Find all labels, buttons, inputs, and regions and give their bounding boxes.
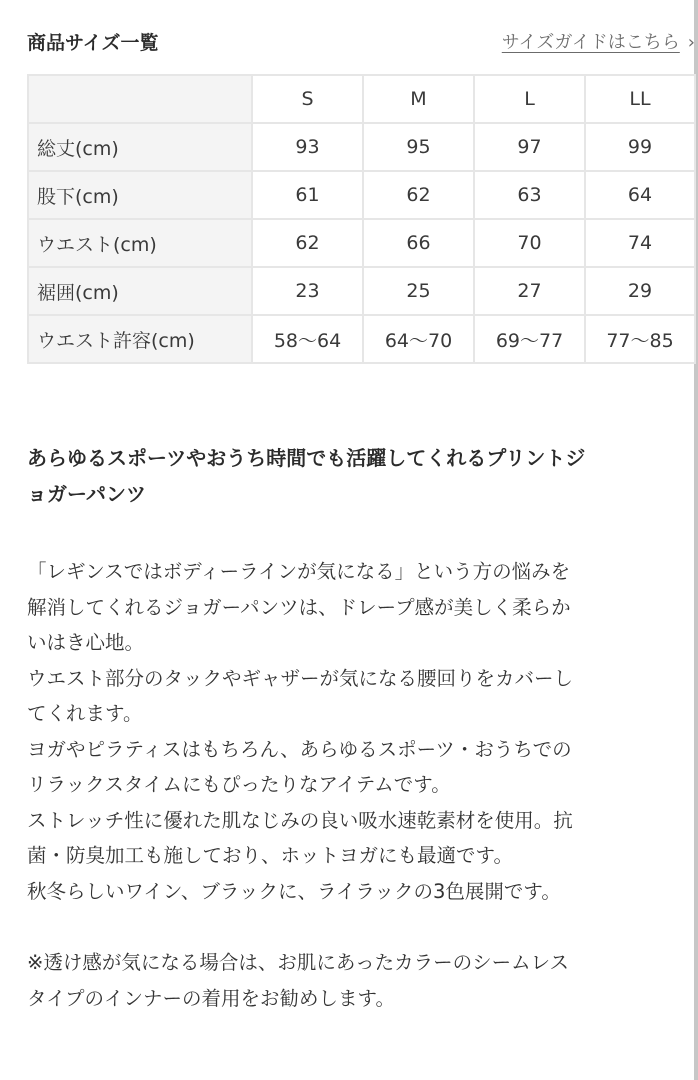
row-label: 裾囲(cm) <box>28 267 252 315</box>
row-label: ウエスト(cm) <box>28 219 252 267</box>
row-label: 総丈(cm) <box>28 123 252 171</box>
table-cell: 99 <box>585 123 695 171</box>
table-cell: 69〜77 <box>474 315 585 363</box>
heading-line: ョガーパンツ <box>27 482 146 506</box>
table-cell: 58〜64 <box>252 315 363 363</box>
heading-line: あらゆるスポーツやおうち時間でも活躍してくれるプリントジ <box>27 446 586 470</box>
note-line: ※透け感が気になる場合は、お肌にあったカラーのシームレス <box>27 951 570 974</box>
size-table-corner <box>28 75 252 123</box>
table-row <box>28 171 695 219</box>
table-cell: 62 <box>363 171 474 219</box>
product-description <box>27 440 687 1016</box>
body-line: 解消してくれるジョガーパンツは、ドレープ感が美しく柔らか <box>27 595 571 619</box>
table-cell: 74 <box>585 219 695 267</box>
table-row <box>28 123 695 171</box>
table-row <box>28 267 695 315</box>
body-line: ストレッチ性に優れた肌なじみの良い吸水速乾素材を使用。抗 <box>27 808 573 832</box>
table-cell: 70 <box>474 219 585 267</box>
table-cell: 95 <box>363 123 474 171</box>
table-cell: 62 <box>252 219 363 267</box>
table-cell: 23 <box>252 267 363 315</box>
note-line: タイプのインナーの着用をお勧めします。 <box>27 986 395 1010</box>
body-line: 菌・防臭加工も施しており、ホットヨガにも最適です。 <box>27 844 513 867</box>
size-guide-link[interactable] <box>502 28 695 58</box>
table-cell: 61 <box>252 171 363 219</box>
body-line: リラックスタイムにもぴったりなアイテムです。 <box>27 773 451 796</box>
chevron-right-icon[interactable]: › <box>687 32 695 53</box>
table-cell: 64 <box>585 171 695 219</box>
description-note <box>27 945 687 1016</box>
table-cell: 64〜70 <box>363 315 474 363</box>
body-line: ヨガやピラティスはもちろん、あらゆるスポーツ・おうちでの <box>27 737 572 761</box>
body-line: ウエスト部分のタックやギャザーが気になる腰回りをカバーし <box>27 666 574 690</box>
page-title: 商品サイズ一覧 <box>27 32 159 54</box>
table-cell: 63 <box>474 171 585 219</box>
table-cell: 25 <box>363 267 474 315</box>
table-cell: 93 <box>252 123 363 171</box>
table-cell: 27 <box>474 267 585 315</box>
body-line: 秋冬らしいワイン、ブラックに、ライラックの3色展開です。 <box>27 879 561 903</box>
table-cell: 97 <box>474 123 585 171</box>
description-body <box>27 554 687 909</box>
size-table-header-row <box>28 75 695 123</box>
table-row <box>28 219 695 267</box>
table-cell: 29 <box>585 267 695 315</box>
table-row <box>28 315 695 363</box>
table-cell: 77〜85 <box>585 315 695 363</box>
size-table <box>27 74 696 364</box>
body-line: 「レギンスではボディーラインが気になる」という方の悩みを <box>27 560 571 583</box>
size-col-s: S <box>252 75 363 123</box>
size-col-m: M <box>363 75 474 123</box>
body-line: てくれます。 <box>27 702 143 725</box>
body-line: いはき心地。 <box>27 631 145 654</box>
size-guide-link-text[interactable]: サイズガイドはこちら <box>501 32 680 53</box>
row-label: 股下(cm) <box>28 171 252 219</box>
description-heading <box>27 440 687 512</box>
size-list-header <box>27 28 695 60</box>
size-col-ll: LL <box>585 75 695 123</box>
table-cell: 66 <box>363 219 474 267</box>
size-col-l: L <box>474 75 585 123</box>
row-label: ウエスト許容(cm) <box>28 315 252 363</box>
